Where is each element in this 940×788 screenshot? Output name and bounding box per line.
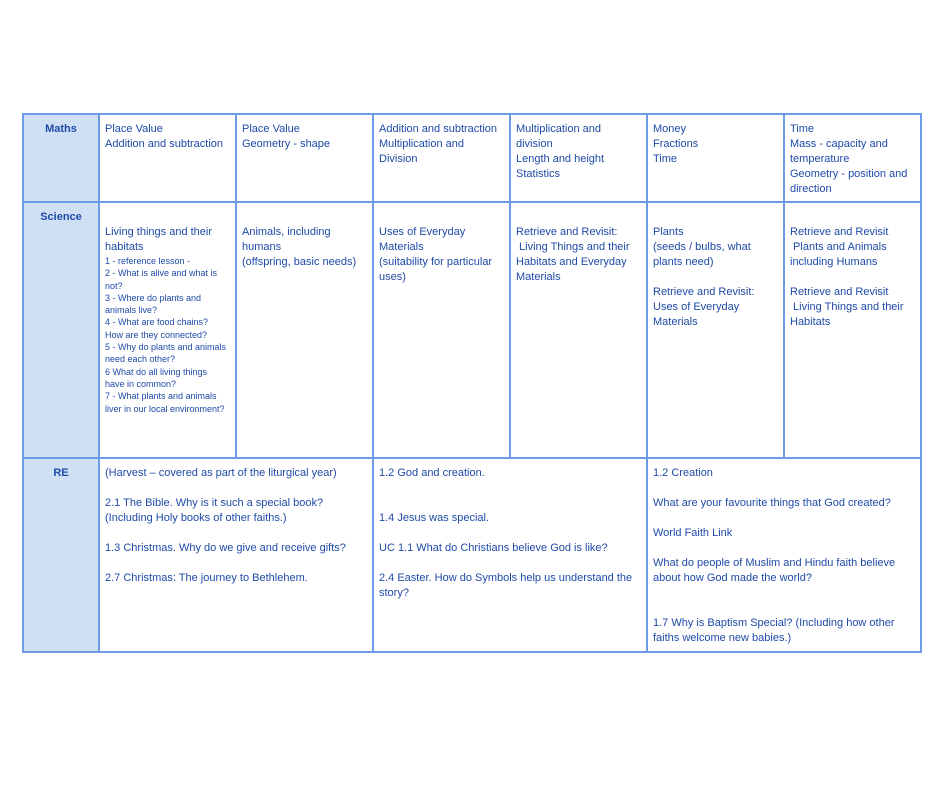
lesson-line: 2 - What is alive and what is [105,268,218,279]
re-cell-1: (Harvest – covered as part of the liturgical year) 2.1 The Bible. Why is it such a special book? (Including Holy books of other faiths.) 1.3 Christmas. Why do we give and receive gifts? 2.7 Christmas: The journey to Bethlehem. [99,458,373,652]
lesson-line: 6 What do all living things [105,366,208,377]
science-cell-6: Retrieve and Revisit Plants and Animals including Humans Retrieve and Revisit Living Things and their Habitats [784,202,921,458]
subject-re: RE [23,458,99,652]
maths-cell-2: Place Value Geometry - shape [236,114,373,202]
science-cell-1: Living things and their habitats 1 - reference lesson - 2 - What is alive and what is not? 3 - Where do plants and animals live? 4 - What are food chains? How are they connected? 5 - Why do plants and animals need each other? 6 What do all living things have in common? 7 - What plants and animals liver in our local environment? [99,202,236,458]
lesson-line: 1 - reference lesson - [105,256,191,266]
lesson-line: 7 - What plants and animals [105,391,217,402]
lesson-line: 4 - What are food chains? [105,317,209,328]
maths-cell-3: Addition and subtraction Multiplication and Division [373,114,510,202]
science-cell-2: Animals, including humans (offspring, basic needs) [236,202,373,458]
science-cell-5: Plants (seeds / bulbs, what plants need) Retrieve and Revisit: Uses of Everyday Materials [647,202,784,458]
maths-cell-1: Place Value Addition and subtraction [99,114,236,202]
re-cell-2: 1.2 God and creation. 1.4 Jesus was special. UC 1.1 What do Christians believe God is like? 2.4 Easter. How do Symbols help us understand the story? [373,458,647,652]
maths-row [23,114,921,202]
maths-cell-4: Multiplication and division Length and height Statistics [510,114,647,202]
subject-maths: Maths [23,114,99,202]
science-cell-3: Uses of Everyday Materials (suitability for particular uses) [373,202,510,458]
lesson-line: animals live? [105,305,158,316]
science-lesson-list [105,255,230,415]
lesson-line: 5 - Why do plants and animals [105,342,227,353]
lesson-line: have in common? [105,378,177,389]
maths-cell-5: Money Fractions Time [647,114,784,202]
lesson-line: 3 - Where do plants and [105,292,202,303]
lesson-line: liver in our local environment? [105,403,225,414]
science-row [23,202,921,458]
curriculum-table [22,113,922,653]
science-cell-4: Retrieve and Revisit: Living Things and their Habitats and Everyday Materials [510,202,647,458]
re-cell-3: 1.2 Creation What are your favourite things that God created? World Faith Link What do people of Muslim and Hindu faith believe about how God made the world? 1.7 Why is Baptism Special? (Including how other faiths welcome new babies.) [647,458,921,652]
lesson-line: How are they connected? [105,329,208,340]
maths-cell-6: Time Mass - capacity and temperature Geometry - position and direction [784,114,921,202]
subject-science: Science [23,202,99,458]
re-row [23,458,921,652]
lesson-line: need each other? [105,354,176,365]
lesson-line: not? [105,280,123,291]
